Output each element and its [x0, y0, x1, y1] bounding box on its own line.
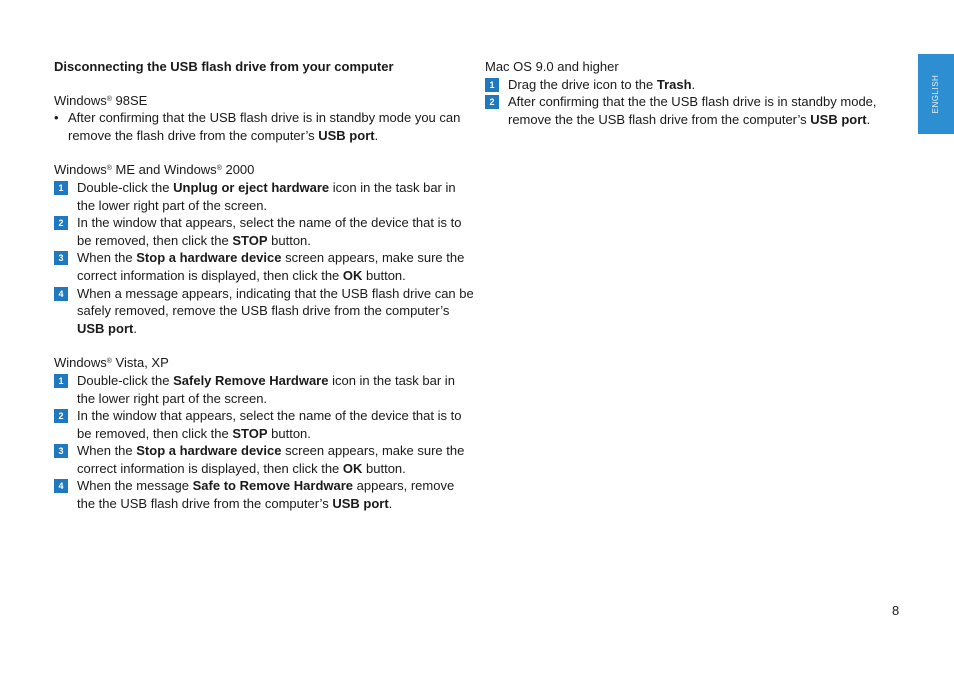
- section-mac-os: [485, 58, 895, 128]
- step-number-badge: 1: [54, 181, 68, 195]
- step-item: 4 When a message appears, indicating that the USB flash drive can be safely removed, remove the USB flash drive from the computer’s USB port.: [54, 285, 474, 338]
- section-heading: Disconnecting the USB flash drive from your computer: [54, 59, 394, 74]
- step-number-badge: 1: [54, 374, 68, 388]
- bullet-item: • After confirming that the USB flash drive is in standby mode you can remove the flash drive from the computer’s USB port.: [54, 110, 461, 143]
- step-item: 1 Double-click the Safely Remove Hardware icon in the task bar in the lower right part of the screen.: [54, 372, 474, 407]
- step-number-badge: 2: [54, 409, 68, 423]
- right-column: [485, 58, 895, 145]
- step-number-badge: 4: [54, 287, 68, 301]
- step-number-badge: 4: [54, 479, 68, 493]
- subheading-windows-vista-xp: Windows® Vista, XP: [54, 355, 169, 371]
- bullet-icon: •: [54, 110, 59, 126]
- section-windows-98se: [54, 92, 474, 145]
- step-number-badge: 1: [485, 78, 499, 92]
- step-number-badge: 3: [54, 251, 68, 265]
- step-item: 2 After confirming that the the USB flash drive is in standby mode, remove the the USB flash drive from the computer’s USB port.: [485, 93, 895, 128]
- step-item: 2 In the window that appears, select the name of the device that is to be removed, then click the STOP button.: [54, 407, 474, 442]
- section-windows-me-2000: [54, 161, 474, 337]
- language-label: ENGLISH: [931, 74, 941, 114]
- step-item: 4 When the message Safe to Remove Hardware appears, remove the the USB flash drive from the computer’s USB port.: [54, 477, 474, 512]
- page-number: 8: [892, 603, 900, 618]
- step-item: 1 Double-click the Unplug or eject hardware icon in the task bar in the lower right part of the screen.: [54, 179, 474, 214]
- subheading-windows-me-2000: Windows® ME and Windows® 2000: [54, 162, 255, 178]
- step-number-badge: 3: [54, 444, 68, 458]
- step-number-badge: 2: [485, 95, 499, 109]
- step-number-badge: 2: [54, 216, 68, 230]
- step-item: 3 When the Stop a hardware device screen appears, make sure the correct information is displayed, then click the OK button.: [54, 442, 474, 477]
- subheading-windows-98se: Windows® 98SE: [54, 92, 148, 108]
- left-column: [54, 58, 474, 530]
- section-windows-vista-xp: [54, 354, 474, 512]
- step-item: 2 In the window that appears, select the name of the device that is to be removed, then click the STOP button.: [54, 214, 474, 249]
- language-side-tab: [918, 54, 954, 134]
- subheading-mac-os: Mac OS 9.0 and higher: [485, 59, 619, 74]
- step-item: 1 Drag the drive icon to the Trash.: [485, 76, 895, 94]
- step-item: 3 When the Stop a hardware device screen appears, make sure the correct information is displayed, then click the OK button.: [54, 249, 474, 284]
